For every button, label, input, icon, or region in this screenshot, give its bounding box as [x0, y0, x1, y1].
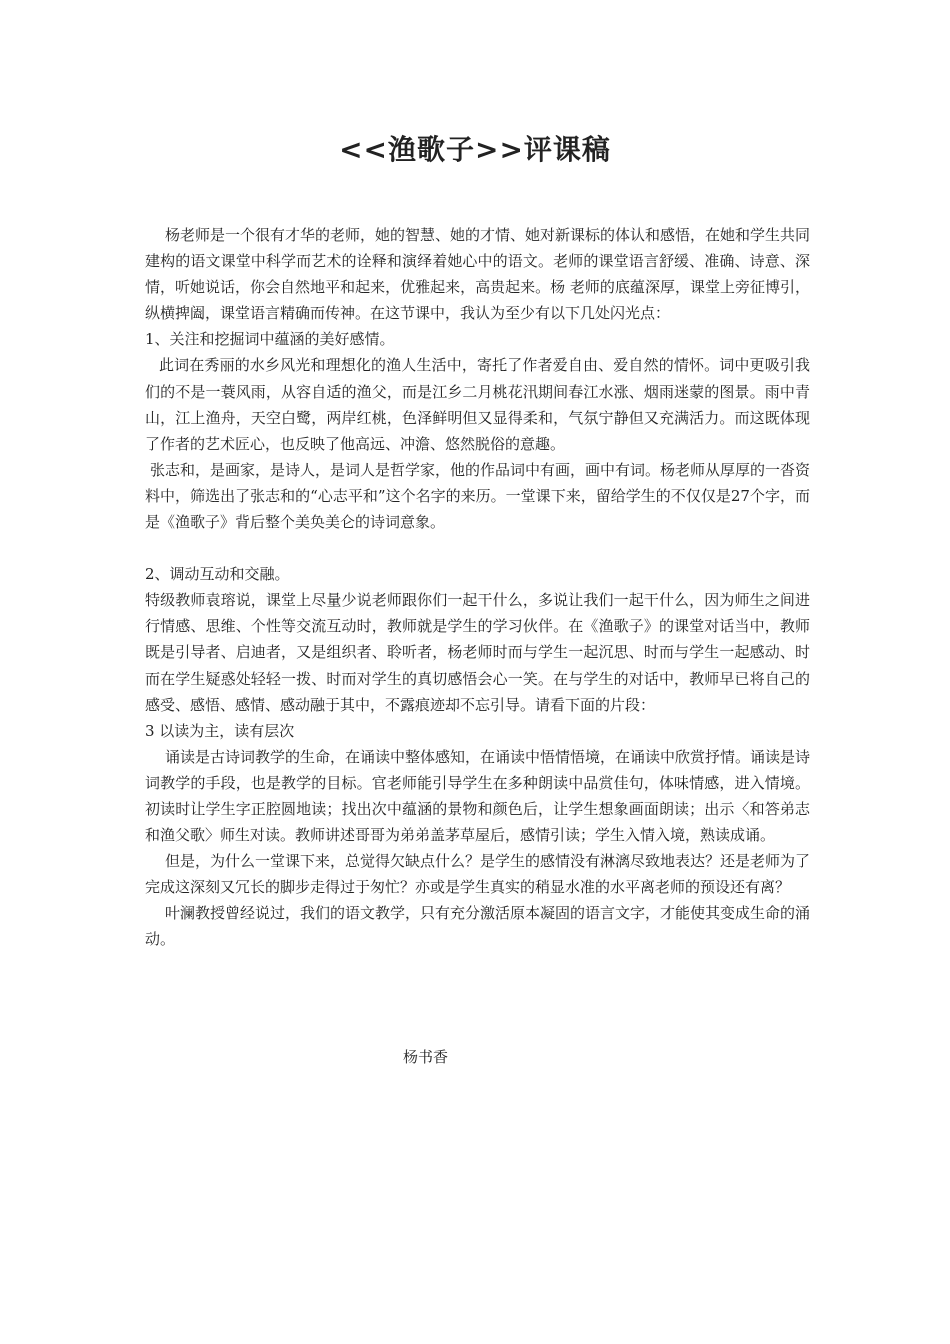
section-heading-2: 2、调动互动和交融。: [145, 565, 290, 584]
page-title: <<渔歌子>>评课稿: [339, 133, 611, 166]
section-heading-1: 1、关注和挖掘词中蕴涵的美好感情。: [145, 330, 395, 349]
paragraph-section-2: 特级教师袁瑢说，课堂上尽量少说老师跟你们一起干什么，多说让我们一起干什么，因为师生之间进行情感、思维、个性等交流互动时，教师就是学生的学习伙伴。在《渔歌子》的课堂对话当中，教师既是引导者、启迪者，又是组织者、聆听者，杨老师时而与学生一起沉思、时而与学生一起感动、时而在学生疑惑处轻轻一拨、时而对学生的真切感悟会心一笑。在与学生的对话中，教师早已将自己的感受、感悟、感情、感动融于其中，不露痕迹却不忘引导。请看下面的片段：: [145, 591, 810, 714]
paragraph-closing: 叶澜教授曾经说过，我们的语文教学，只有充分激活原本凝固的语言文字，才能使其变成生命的涌动。: [145, 904, 811, 949]
paragraph-section-3b: 但是，为什么一堂课下来，总觉得欠缺点什么？是学生的感情没有淋漓尽致地表达？还是老师为了完成这深刻又冗长的脚步走得过于匆忙？亦或是学生真实的稍显水准的水平离老师的预设还有离？: [145, 852, 811, 897]
document-body: [145, 222, 810, 953]
author-signature: 杨书香: [403, 1048, 449, 1066]
section-heading-3: 3 以读为主，读有层次: [145, 721, 295, 740]
paragraph-section-1b: 张志和，是画家，是诗人，是词人是哲学家，他的作品词中有画，画中有词。杨老师从厚厚的一沓资料中，筛选出了张志和的“心志平和”这个名字的来历。一堂课下来，留给学生的不仅仅是27个字，而是《渔歌子》背后整个美奂美仑的诗词意象。: [145, 460, 811, 532]
paragraph-intro: 杨老师是一个很有才华的老师，她的智慧、她的才情、她对新课标的体认和感悟，在她和学生共同建构的语文课堂中科学而艺术的诠释和演绎着她心中的语文。老师的课堂语言舒缓、准确、诗意、深情，听她说话，你会自然地平和起来，优雅起来，高贵起来。杨 老师的底蕴深厚，课堂上旁征博引，纵横捭阖，课堂语言精确而传神。在这节课中，我认为至少有以下几处闪光点：: [145, 226, 811, 323]
blank-line: [145, 535, 810, 561]
paragraph-section-1a: 此词在秀丽的水乡风光和理想化的渔人生活中，寄托了作者爱自由、爱自然的情怀。词中更吸引我们的不是一蓑风雨，从容自适的渔父，而是江乡二月桃花汛期间春江水涨、烟雨迷蒙的图景。雨中青山，江上渔舟，天空白鹭，两岸红桃，色泽鲜明但又显得柔和，气氛宁静但又充满活力。而这既体现了作者的艺术匠心，也反映了他高远、冲澹、悠然脱俗的意趣。: [145, 356, 810, 453]
paragraph-section-3a: 诵读是古诗词教学的生命，在诵读中整体感知，在诵读中悟情悟境，在诵读中欣赏抒情。诵读是诗词教学的手段，也是教学的目标。官老师能引导学生在多种朗读中品赏佳句，体味情感，进入情境。初读时让学生字正腔圆地读；找出次中蕴涵的景物和颜色后，让学生想象画面朗读；出示〈和答弟志和渔父歌〉师生对读。教师讲述哥哥为弟弟盖茅草屋后，感情引读；学生入情入境，熟读成诵。: [145, 747, 811, 845]
